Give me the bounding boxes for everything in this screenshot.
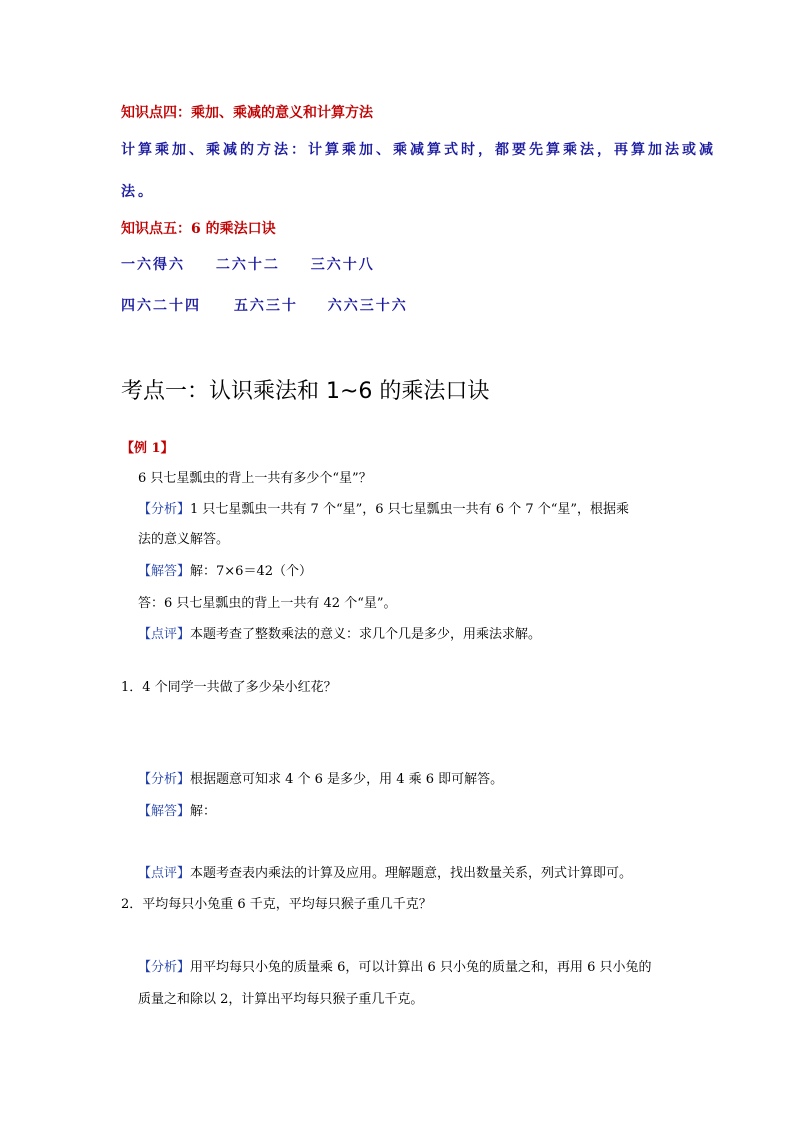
q1-answer	[138, 800, 216, 819]
example1-comment	[138, 623, 541, 642]
rhyme-item: 五六三十	[233, 298, 298, 314]
analysis-label: 【分析】	[138, 502, 191, 517]
comment-label: 【点评】	[138, 627, 191, 642]
knowledge4-line1: 计算乘加、乘减的方法：计算乘加、乘减算式时，都要先算乘法，再算加法或减	[121, 142, 716, 158]
answer-label: 【解答】	[138, 804, 191, 819]
knowledge5-heading: 知识点五：6 的乘法口诀	[121, 221, 276, 237]
knowledge4-heading: 知识点四：乘加、乘减的意义和计算方法	[121, 105, 373, 121]
rhyme-item: 六六三十六	[327, 298, 408, 314]
analysis-label: 【分析】	[138, 772, 191, 787]
comment-text: 本题考查表内乘法的计算及应用。理解题意，找出数量关系，列式计算即可。	[190, 866, 633, 881]
q2-analysis-cont: 质量之和除以 2，计算出平均每只猴子重几千克。	[138, 992, 424, 1007]
comment-text: 本题考查了整数乘法的意义：求几个几是多少，用乘法求解。	[190, 627, 542, 642]
rhyme-item: 一六得六	[121, 257, 185, 273]
answer-text: 解：	[190, 804, 217, 819]
rhyme-item: 二六十二	[215, 257, 280, 273]
analysis-label: 【分析】	[138, 960, 191, 975]
rhyme-item: 三六十八	[310, 257, 375, 273]
example1-answer	[138, 560, 312, 579]
multiplication-row-2	[121, 295, 408, 315]
q1-analysis	[138, 768, 503, 787]
example1-reply: 答：6 只七星瓢虫的背上一共有 42 个“星”。	[138, 596, 397, 611]
q2-analysis	[138, 956, 652, 975]
q1-question: 1．4 个同学一共做了多少朵小红花？	[121, 680, 337, 695]
example-tag: 【例 1】	[121, 441, 174, 456]
analysis-text: 根据题意可知求 4 个 6 是多少，用 4 乘 6 即可解答。	[190, 772, 504, 787]
answer-text: 解：7×6＝42（个）	[190, 564, 312, 579]
q1-comment	[138, 862, 632, 881]
analysis-text: 1 只七星瓢虫一共有 7 个“星”，6 只七星瓢虫一共有 6 个 7 个“星”，根据乘	[190, 502, 630, 517]
comment-label: 【点评】	[138, 866, 191, 881]
example1-analysis	[138, 498, 629, 517]
q2-question: 2．平均每只小兔重 6 千克，平均每只猴子重几千克？	[121, 897, 432, 912]
knowledge4-line2: 法。	[121, 184, 155, 200]
answer-label: 【解答】	[138, 564, 191, 579]
rhyme-item: 四六二十四	[121, 298, 201, 314]
example1-analysis-cont: 法的意义解答。	[138, 532, 230, 547]
analysis-text: 用平均每只小兔的质量乘 6，可以计算出 6 只小兔的质量之和，再用 6 只小兔的	[190, 960, 652, 975]
example1-question: 6 只七星瓢虫的背上一共有多少个“星”？	[138, 471, 372, 486]
multiplication-row-1	[121, 254, 375, 274]
section-title: 考点一：认识乘法和 1~6 的乘法口诀	[121, 379, 490, 404]
